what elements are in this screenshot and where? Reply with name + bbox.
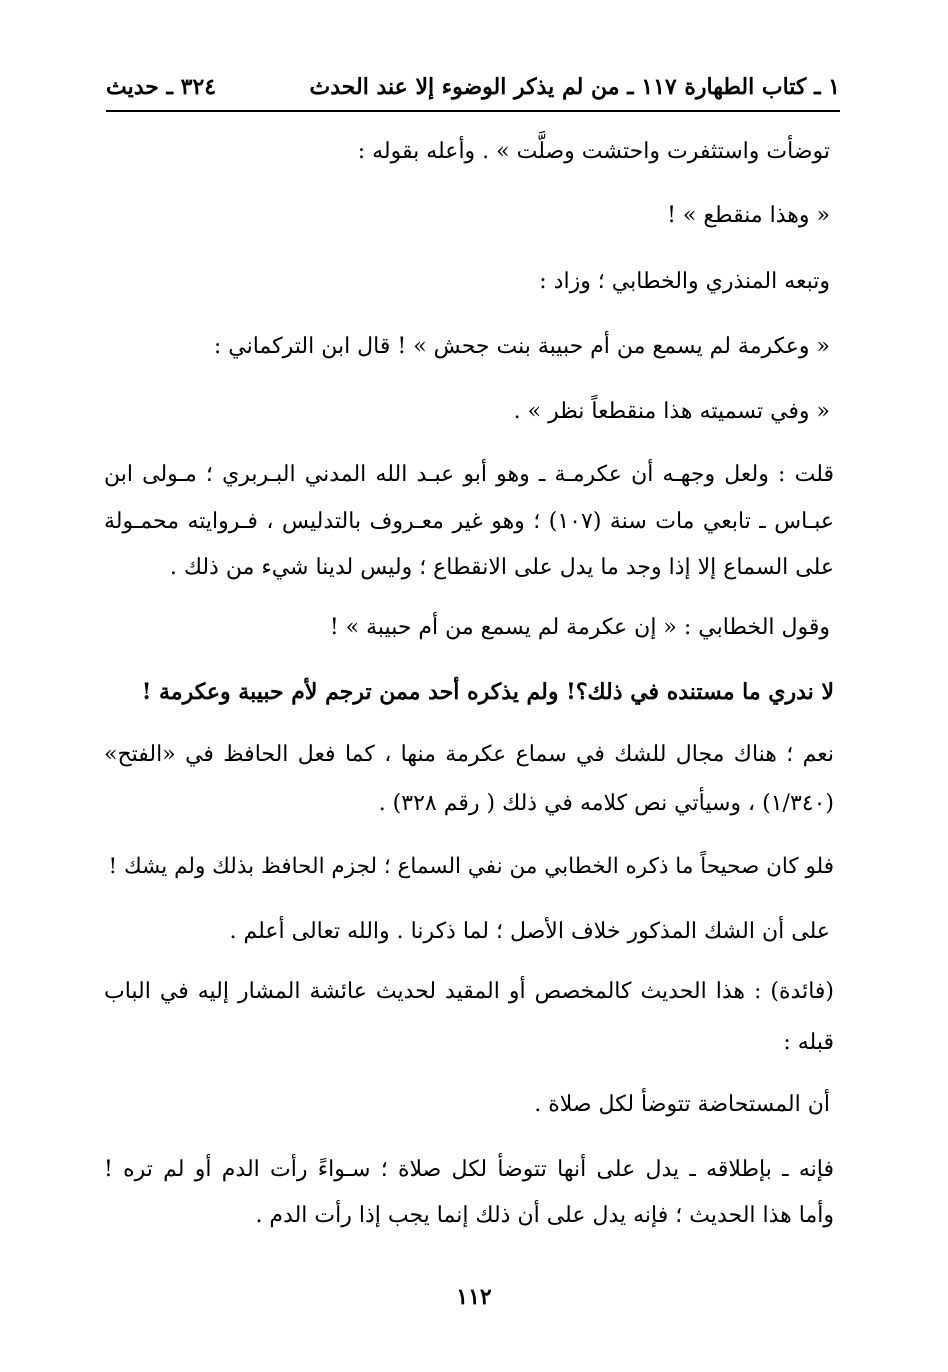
text-line-3: وتبعه المنذري والخطابي ؛ وزاد :: [539, 269, 830, 294]
text-line-1: توضأت واستثفرت واحتشت وصلَّت » . وأعله بقوله :: [357, 139, 830, 164]
text-line-13: فلو كان صحيحاً ما ذكره الخطابي من نفي السماع ؛ لجزم الحافظ بذلك ولم يشك !: [108, 854, 834, 879]
text-line-9: وقول الخطابي : « إن عكرمة لم يسمع من أم حبيبة » !: [329, 615, 830, 640]
text-line-10: لا ندري ما مستنده في ذلك؟! ولم يذكره أحد ممن ترجم لأم حبيبة وعكرمة !: [141, 679, 834, 705]
header-hadith-number: ٣٢٤ ـ حديث: [106, 74, 217, 100]
text-line-11: نعم ؛ هناك مجال للشك في سماع عكرمة منها ، كما فعل الحافظ في «الفتح»: [104, 742, 834, 767]
text-line-8: على السماع إلا إذا وجد ما يدل على الانقطاع ؛ وليس لدينا شيء من ذلك .: [169, 555, 834, 580]
header-rule: [106, 110, 840, 112]
text-line-14: على أن الشك المذكور خلاف الأصل ؛ لما ذكرنا . والله تعالى أعلم .: [229, 919, 830, 944]
text-line-5: « وفي تسميته هذا منقطعاً نظر » .: [513, 399, 830, 424]
text-line-4: « وعكرمة لم يسمع من أم حبيبة بنت جحش » ! قال ابن التركماني :: [213, 334, 830, 359]
text-line-15: (فائدة) : هذا الحديث كالمخصص أو المقيد لحديث عائشة المشار إليه في الباب: [104, 979, 834, 1004]
text-line-18: فإنه ـ بإطلاقه ـ يدل على أنها تتوضأ لكل صلاة ؛ سـواءً رأت الدم أو لم تره !: [104, 1157, 834, 1182]
text-line-16: قبله :: [783, 1030, 834, 1055]
text-line-6: قلت : ولعل وجهـه أن عكرمـة ـ وهو أبو عبـد الله المدني البـربري ؛ مـولى ابن: [104, 462, 834, 487]
text-line-17: أن المستحاضة تتوضأ لكل صلاة .: [534, 1092, 830, 1117]
running-header: [106, 74, 840, 108]
header-chapter-title: ١ ـ كتاب الطهارة ١١٧ ـ من لم يذكر الوضوء إلا عند الحدث: [309, 74, 840, 100]
text-line-12: (١/٣٤٠) ، وسيأتي نص كلامه في ذلك ( رقم ٣٢٨) .: [378, 791, 834, 816]
text-line-2: « وهذا منقطع » !: [667, 203, 830, 228]
text-line-19: وأما هذا الحديث ؛ فإنه يدل على أن ذلك إنما يجب إذا رأت الدم .: [255, 1203, 834, 1228]
page-number: ١١٢: [456, 1284, 492, 1310]
text-line-7: عبـاس ـ تابعي مات سنة (١٠٧) ؛ وهو غير معـروف بالتدليس ، فـروايته محمـولة: [104, 509, 834, 534]
